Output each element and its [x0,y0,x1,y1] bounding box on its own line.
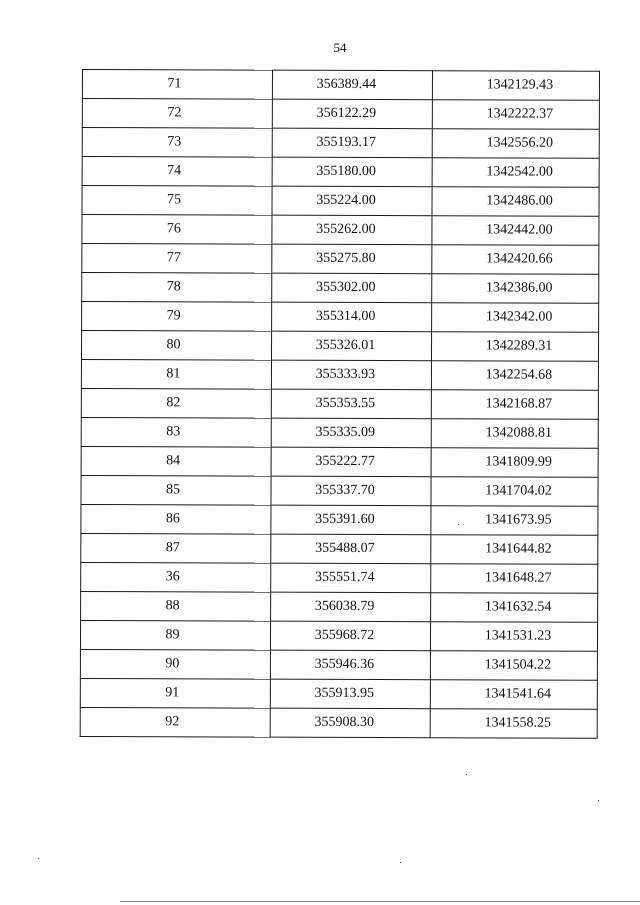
x-coordinate-cell: 355391.60 [271,505,431,535]
table-row [82,99,599,130]
table-row [81,446,598,477]
y-coordinate-cell: 1342129.43 [432,71,599,101]
table-row [82,215,599,246]
point-number-cell: 78 [82,273,272,303]
y-coordinate-cell: 1341644.82 [431,535,598,565]
x-coordinate-cell: 355222.77 [271,447,431,477]
x-coordinate-cell: 355224.00 [272,186,432,216]
point-number-cell: 80 [81,331,271,361]
point-number-cell: 84 [81,446,271,476]
y-coordinate-cell: 1342222.37 [432,100,599,130]
y-coordinate-cell: 1341531.23 [430,622,597,652]
y-coordinate-cell: 1342420.66 [432,245,599,275]
scan-speck [466,774,467,775]
x-coordinate-cell: 355180.00 [272,157,432,187]
table-row [80,678,597,709]
x-coordinate-cell: 355333.93 [271,360,431,390]
table-row [81,417,598,448]
point-number-cell: 83 [81,417,271,447]
x-coordinate-cell: 355908.30 [270,708,430,738]
point-number-cell: 74 [82,157,272,187]
table-row [82,128,599,159]
x-coordinate-cell: 355551.74 [271,563,431,593]
table-row [81,504,598,535]
y-coordinate-cell: 1342342.00 [432,303,599,333]
point-number-cell: 71 [82,70,272,100]
table-row [81,562,598,593]
y-coordinate-cell: 1341632.54 [431,593,598,623]
y-coordinate-cell: 1342542.00 [432,158,599,188]
x-coordinate-cell: 355193.17 [272,128,432,158]
table-row [81,359,598,390]
table-row [80,707,597,738]
table-row [82,244,599,275]
table-row [82,273,599,304]
scan-speck [400,862,401,863]
point-number-cell: 76 [82,215,272,245]
x-coordinate-cell: 355913.95 [270,679,430,709]
table-row [82,157,599,188]
page-number: 54 [333,40,347,55]
table-row [82,186,599,217]
table-row [80,620,597,651]
y-coordinate-cell: 1341504.22 [430,651,597,681]
y-coordinate-cell: 1342254.68 [431,361,598,391]
coordinate-table [80,69,600,739]
table-row [81,388,598,419]
point-number-cell: 79 [82,302,272,332]
point-number-cell: 87 [81,533,271,563]
table-row [81,331,598,362]
table-row [81,591,598,622]
x-coordinate-cell: 355314.00 [272,302,432,332]
x-coordinate-cell: 355302.00 [272,273,432,303]
y-coordinate-cell: 1341558.25 [430,709,597,739]
table-row [80,649,597,680]
x-coordinate-cell: 356389.44 [272,70,432,100]
scan-speck [458,524,459,525]
x-coordinate-cell: 355353.55 [271,389,431,419]
point-number-cell: 36 [81,562,271,592]
point-number-cell: 82 [81,388,271,418]
y-coordinate-cell: 1342168.87 [431,390,598,420]
point-number-cell: 77 [82,244,272,274]
y-coordinate-cell: 1341673.95 [431,506,598,536]
y-coordinate-cell: 1342556.20 [432,129,599,159]
coordinate-table-body [80,70,599,739]
table-row [81,475,598,506]
y-coordinate-cell: 1341541.64 [430,680,597,710]
table-row [82,70,599,101]
y-coordinate-cell: 1342486.00 [432,187,599,217]
x-coordinate-cell: 355326.01 [271,331,431,361]
y-coordinate-cell: 1341809.99 [431,448,598,478]
point-number-cell: 81 [81,359,271,389]
x-coordinate-cell: 355262.00 [272,215,432,245]
point-number-cell: 85 [81,475,271,505]
point-number-cell: 86 [81,504,271,534]
point-number-cell: 72 [82,99,272,129]
x-coordinate-cell: 355968.72 [270,621,430,651]
scan-edge-line [120,901,640,902]
table-row [82,302,599,333]
x-coordinate-cell: 355337.70 [271,476,431,506]
x-coordinate-cell: 356038.79 [271,592,431,622]
y-coordinate-cell: 1341648.27 [431,564,598,594]
point-number-cell: 90 [80,649,270,679]
scan-speck [38,858,39,859]
scan-speck [598,800,599,801]
y-coordinate-cell: 1341704.02 [431,477,598,507]
point-number-cell: 89 [80,620,270,650]
point-number-cell: 88 [81,591,271,621]
x-coordinate-cell: 355275.80 [272,244,432,274]
point-number-cell: 91 [80,678,270,708]
y-coordinate-cell: 1342442.00 [432,216,599,246]
point-number-cell: 73 [82,128,272,158]
table-row [81,533,598,564]
y-coordinate-cell: 1342386.00 [432,274,599,304]
point-number-cell: 92 [80,707,270,737]
x-coordinate-cell: 355946.36 [270,650,430,680]
x-coordinate-cell: 356122.29 [272,99,432,129]
point-number-cell: 75 [82,186,272,216]
x-coordinate-cell: 355488.07 [271,534,431,564]
y-coordinate-cell: 1342088.81 [431,419,598,449]
x-coordinate-cell: 355335.09 [271,418,431,448]
y-coordinate-cell: 1342289.31 [431,332,598,362]
